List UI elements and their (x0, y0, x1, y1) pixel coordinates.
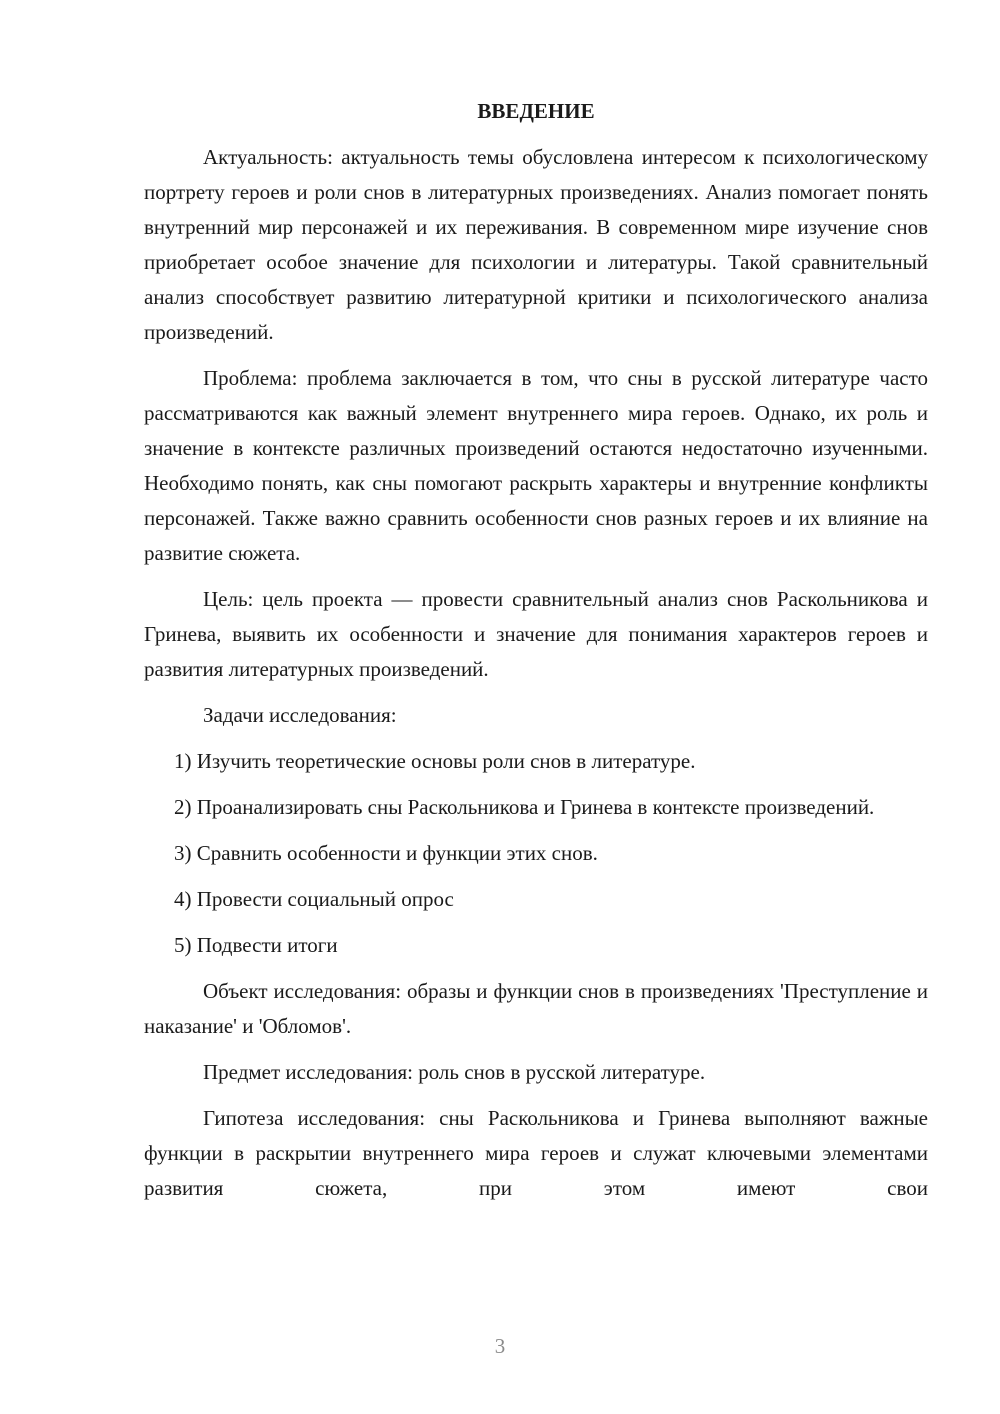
paragraph-problem: Проблема: проблема заключается в том, что сны в русской литературе часто рассматриваются как важный элемент внутреннего мира героев. Однако, их роль и значение в контексте различных произведений остаются недостаточно изученными. Необходимо понять, как сны помогают раскрыть характеры и внутренние конфликты персонажей. Также важно сравнить особенности снов разных героев и их влияние на развитие сюжета. (144, 366, 928, 565)
paragraph-goal: Цель: цель проекта — провести сравнительный анализ снов Раскольникова и Гринева, выявить их особенности и значение для понимания характеров героев и развития литературных произведений. (144, 587, 928, 681)
paragraph-object: Объект исследования: образы и функции снов в произведениях 'Преступление и наказание' и 'Обломов'. (144, 979, 928, 1038)
section-title: ВВЕДЕНИЕ (477, 99, 595, 123)
paragraph-hypothesis: Гипотеза исследования: сны Раскольникова и Гринева выполняют важные функции в раскрытии внутреннего мира героев и служат ключевыми элементами развития сюжета, при этом имеют свои (144, 1106, 928, 1200)
paragraph-relevance: Актуальность: актуальность темы обусловлена интересом к психологическому портрету героев и роли снов в литературных произведениях. Анализ помогает понять внутренний мир персонажей и их переживания. В современном мире изучение снов приобретает особое значение для психологии и литературы. Такой сравнительный анализ способствует развитию литературной критики и психологического анализа произведений. (144, 145, 928, 344)
tasks-heading: Задачи исследования: (203, 703, 397, 727)
task-item-5: 5) Подвести итоги (174, 933, 338, 957)
task-item-4: 4) Провести социальный опрос (174, 887, 454, 911)
page-number: 3 (494, 1334, 506, 1358)
task-item-1: 1) Изучить теоретические основы роли снов в литературе. (174, 749, 696, 773)
paragraph-subject: Предмет исследования: роль снов в русской литературе. (203, 1060, 706, 1084)
task-item-2: 2) Проанализировать сны Раскольникова и Гринева в контексте произведений. (174, 795, 875, 819)
task-item-3: 3) Сравнить особенности и функции этих снов. (174, 841, 598, 865)
document-page (144, 96, 928, 1206)
